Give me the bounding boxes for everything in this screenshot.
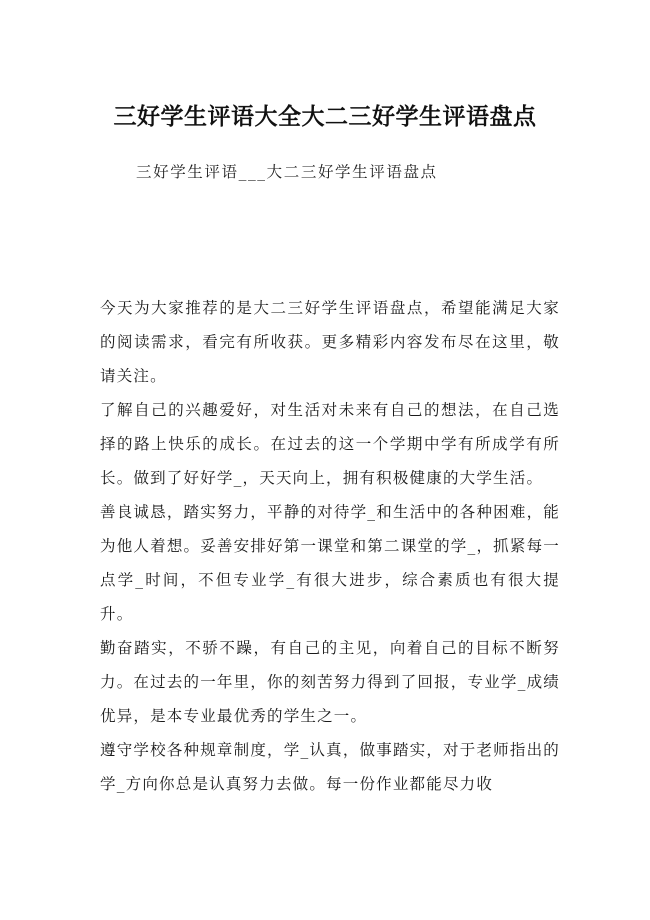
paragraph-comment-3: 勤奋踏实，不骄不躁，有自己的主见，向着自己的目标不断努力。在过去的一年里，你的刻苦努力得到了回报，专业学_成绩优异，是本专业最优秀的学生之一。	[100, 639, 560, 725]
document-subtitle: 三好学生评语___大二三好学生评语盘点	[136, 163, 438, 181]
paragraph-comment-1: 了解自己的兴趣爱好，对生活对未来有自己的想法，在自己选择的路上快乐的成长。在过去的这一个学期中学有所成学有所长。做到了好好学_，天天向上，拥有积极健康的大学生活。	[100, 401, 560, 487]
document-title: 三好学生评语大全大二三好学生评语盘点	[113, 104, 537, 130]
paragraph-comment-4: 遵守学校各种规章制度，学_认真，做事踏实，对于老师指出的学_方向你总是认真努力去做。每一份作业都能尽力收	[100, 741, 560, 793]
paragraph-comment-2: 善良诚恳，踏实努力，平静的对待学_和生活中的各种困难，能为他人着想。妥善安排好第一课堂和第二课堂的学_，抓紧每一点学_时间，不但专业学_有很大进步，综合素质也有很大提升。	[100, 503, 560, 623]
paragraph-intro: 今天为大家推荐的是大二三好学生评语盘点，希望能满足大家的阅读需求，看完有所收获。更多精彩内容发布尽在这里，敬请关注。	[100, 299, 560, 385]
document-body	[100, 291, 560, 801]
